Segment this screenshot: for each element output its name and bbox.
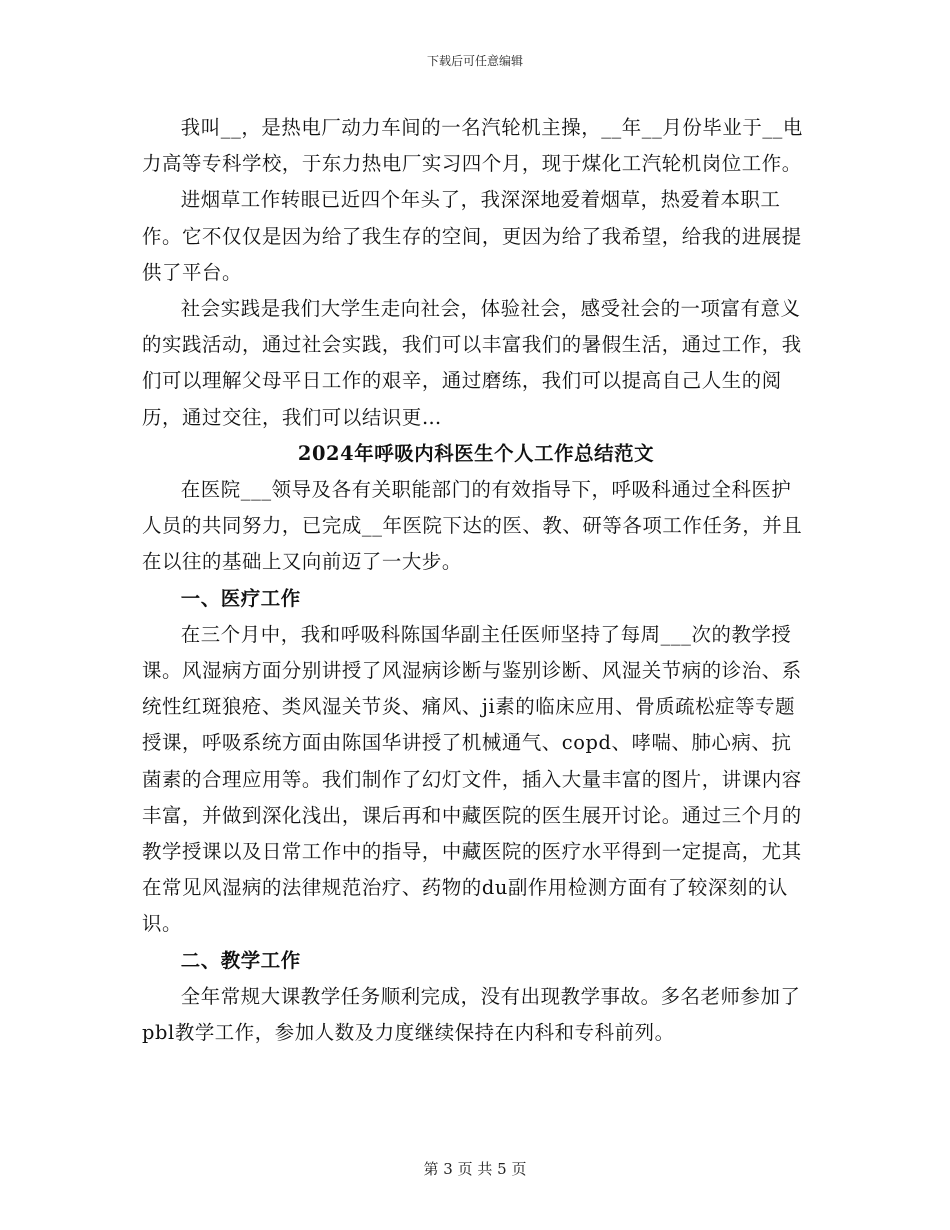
- page-header: 下载后可任意编辑: [426, 54, 523, 68]
- section-heading-medical: 一、医疗工作: [180, 586, 301, 610]
- section-paragraph-teaching: 全年常规大课教学任务顺利完成，没有出现教学事故。多名老师参加了pbl教学工作，参加人数及力度继续保持在内科和专科前列。: [142, 984, 801, 1045]
- intro-paragraph: 我叫__，是热电厂动力车间的一名汽轮机主操，__年__月份毕业于__电力高等专科学校，于东力热电厂实习四个月，现于煤化工汽轮机岗位工作。: [142, 116, 803, 176]
- page-footer: 第 3 页 共 5 页: [423, 1160, 527, 1178]
- lead-paragraph: 在医院___领导及各有关职能部门的有效指导下，呼吸科通过全科医护人员的共同努力，已完成__年医院下达的医、教、研等各项工作任务，并且在以往的基础上又向前迈了一大步。: [142, 478, 803, 574]
- section-paragraph-medical: 在三个月中，我和呼吸科陈国华副主任医师坚持了每周___次的教学授课。风湿病方面分别讲授了风湿病诊断与鉴别诊断、风湿关节病的诊治、系统性红斑狼疮、类风湿关节炎、痛风、ji素的临床应用、骨质疏松症等专题授课，呼吸系统方面由陈国华讲授了机械通气、copd、哮喘、肺心病、抗菌素的合理应用等。我们制作了幻灯文件，插入大量丰富的图片，讲课内容丰富，并做到深化浅出，课后再和中藏医院的医生展开讨论。通过三个月的教学授课以及日常工作中的指导，中藏医院的医疗水平得到一定提高，尤其在常见风湿病的法律规范治疗、药物的du副作用检测方面有了较深刻的认识。: [142, 622, 802, 936]
- document-body: [142, 110, 810, 1051]
- document-title: 2024年呼吸内科医生个人工作总结范文: [297, 441, 655, 465]
- intro-paragraph: 进烟草工作转眼已近四个年头了，我深深地爱着烟草，热爱着本职工作。它不仅仅是因为给了我生存的空间，更因为给了我希望，给我的进展提供了平台。: [142, 188, 802, 284]
- section-heading-teaching: 二、教学工作: [180, 948, 301, 972]
- intro-paragraph: 社会实践是我们大学生走向社会，体验社会，感受社会的一项富有意义的实践活动，通过社会实践，我们可以丰富我们的暑假生活，通过工作，我们可以理解父母平日工作的艰辛，通过磨练，我们可以提高自己人生的阅历，通过交往，我们可以结识更…: [142, 297, 802, 429]
